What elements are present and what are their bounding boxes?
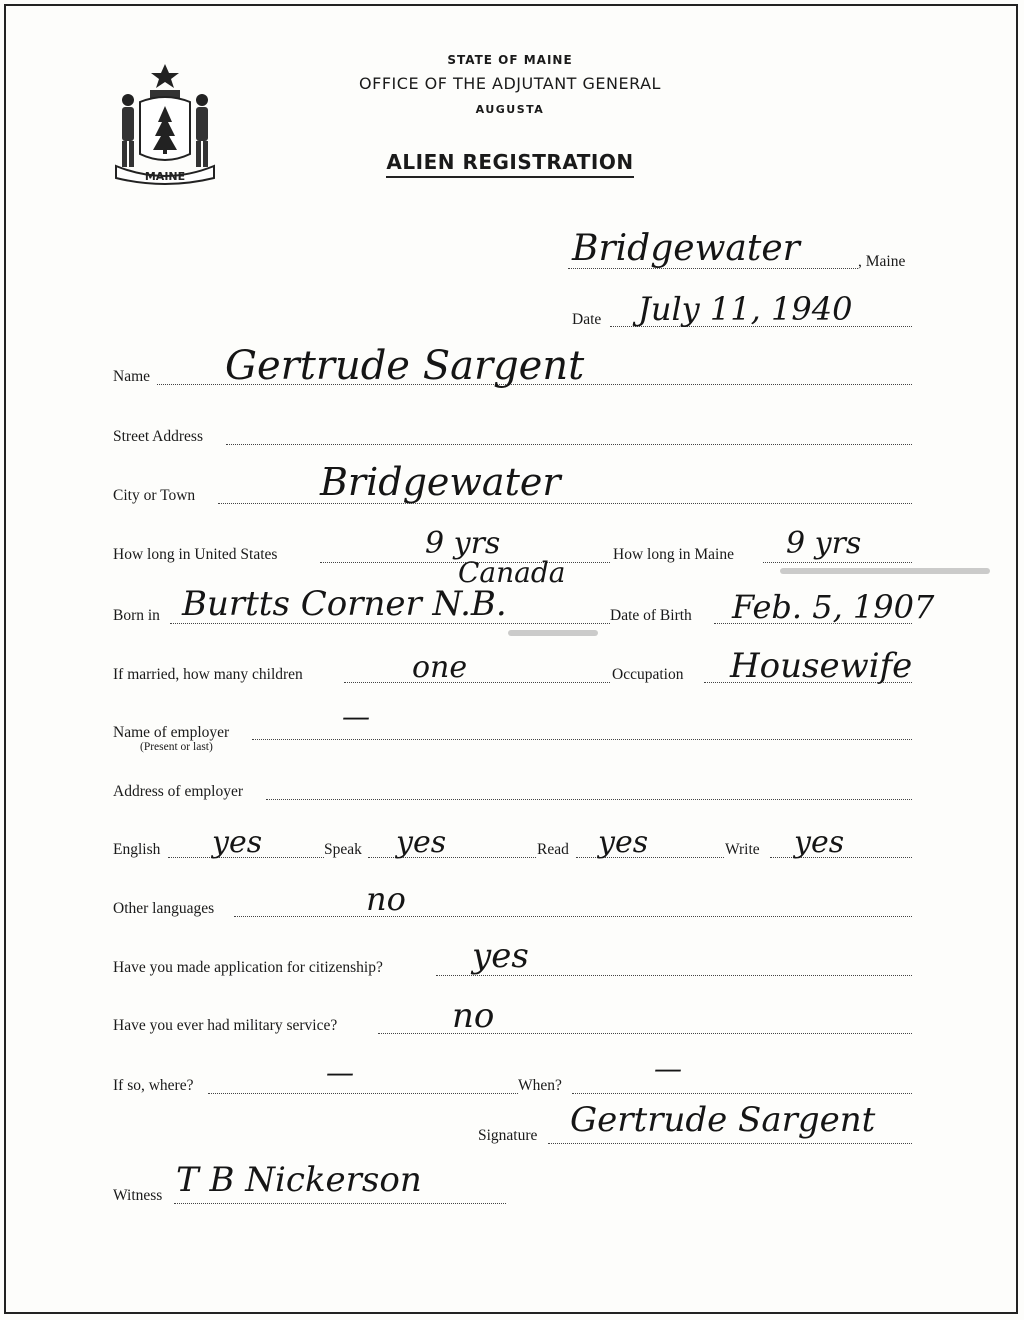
other-languages-label: Other languages — [113, 900, 215, 917]
witness-label: Witness — [113, 1187, 163, 1204]
military-value: no — [452, 996, 495, 1036]
city-value: Bridgewater — [320, 460, 561, 504]
long-maine-label: How long in Maine — [613, 546, 734, 563]
employer-address-line — [266, 799, 912, 800]
dob-value: Feb. 5, 1907 — [732, 588, 935, 626]
english-value: yes — [212, 825, 263, 860]
citizenship-label: Have you made application for citizenship? — [113, 959, 383, 976]
other-languages-value: no — [366, 880, 406, 918]
street-line — [226, 444, 912, 445]
ink-smudge — [780, 568, 990, 574]
when-value: — — [654, 1052, 682, 1085]
where-line — [208, 1093, 518, 1094]
employer-label: Name of employer — [113, 724, 230, 741]
children-line — [344, 682, 610, 683]
witness-line — [174, 1203, 506, 1204]
seal-ribbon-text: MAINE — [144, 170, 186, 183]
where-label: If so, where? — [113, 1077, 194, 1094]
witness-value: T B Nickerson — [176, 1160, 422, 1200]
employer-address-label: Address of employer — [113, 783, 243, 800]
header-office: OFFICE OF THE ADJUTANT GENERAL — [359, 74, 661, 93]
speak-value: yes — [396, 825, 447, 860]
write-value: yes — [794, 825, 845, 860]
long-maine-value: 9 yrs — [786, 526, 862, 561]
write-label: Write — [725, 841, 760, 858]
born-in-value: Burtts Corner N.B. — [182, 584, 507, 624]
military-label: Have you ever had military service? — [113, 1017, 338, 1034]
occupation-label: Occupation — [612, 666, 684, 683]
signature-line — [548, 1143, 912, 1144]
date-value: July 11, 1940 — [638, 290, 853, 328]
employer-note: (Present or last) — [140, 741, 213, 753]
signature-label: Signature — [478, 1127, 538, 1144]
speak-label: Speak — [324, 841, 362, 858]
name-value: Gertrude Sargent — [225, 343, 585, 389]
children-value: one — [412, 650, 468, 685]
signature-value: Gertrude Sargent — [570, 1100, 876, 1140]
dob-label: Date of Birth — [610, 607, 692, 624]
when-label: When? — [518, 1077, 562, 1094]
date-label: Date — [572, 311, 602, 328]
when-line — [572, 1093, 912, 1094]
country-value: Canada — [458, 556, 566, 589]
employer-value: — — [342, 700, 370, 733]
born-in-label: Born in — [113, 607, 160, 624]
city-label: City or Town — [113, 487, 196, 504]
form-title: ALIEN REGISTRATION — [386, 150, 633, 178]
town-value: Bridgewater — [572, 228, 800, 269]
long-maine-line — [763, 562, 912, 563]
header-city: AUGUSTA — [475, 103, 545, 116]
children-label: If married, how many children — [113, 666, 303, 683]
speak-line — [368, 857, 536, 858]
maine-seal-image — [112, 62, 218, 190]
header-state: STATE OF MAINE — [447, 53, 573, 67]
long-us-value: 9 yrs — [425, 526, 501, 561]
where-value: — — [326, 1056, 354, 1089]
street-label: Street Address — [113, 428, 203, 445]
citizenship-value: yes — [472, 936, 529, 976]
english-label: English — [113, 841, 161, 858]
occupation-value: Housewife — [730, 646, 913, 686]
employer-line — [252, 739, 912, 740]
read-label: Read — [537, 841, 569, 858]
maine-label: , Maine — [858, 253, 906, 270]
long-us-label: How long in United States — [113, 546, 278, 563]
ink-smudge — [508, 630, 598, 636]
name-label: Name — [113, 368, 151, 385]
read-value: yes — [598, 825, 649, 860]
other-languages-line — [234, 916, 912, 917]
